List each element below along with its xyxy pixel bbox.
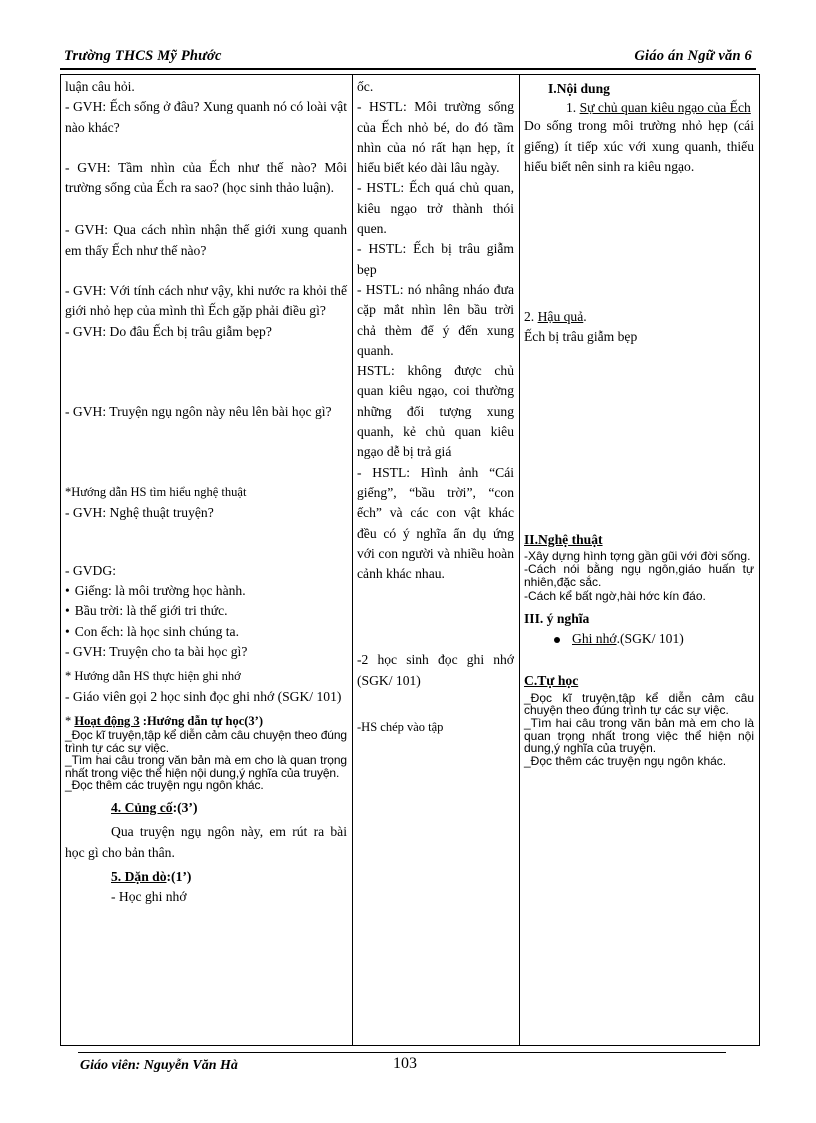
text-line: ốc. [357,79,374,94]
text-line: Qua truyện ngụ ngôn này, em rút ra bài học gì cho bản thân. [65,824,347,860]
list-item: • Bầu trời: là thế giới tri thức. [65,601,347,621]
subject-name: Giáo án Ngữ văn 6 [634,48,752,64]
text-line: -Cách kể bất ngờ,hài hớc kín đáo. [524,588,706,603]
list-item: • Con ếch: là học sinh chúng ta. [65,622,347,642]
bullet-icon [554,637,560,643]
guide-heading: * Hướng dẫn HS thực hiện ghi nhớ [65,669,241,684]
self-study-list [524,692,754,768]
page-number: 103 [393,1055,417,1072]
answer: -2 học sinh đọc ghi nhớ (SGK/ 101) [357,652,514,688]
question: - GVH: Ếch sống ở đâu? Xung quanh nó có loài vật nào khác? [65,99,347,135]
teacher-activity-column [61,75,353,1046]
text-line: - Học ghi nhớ [111,889,187,905]
answer: -HS chép vào tập [357,720,444,735]
note-line: Ghi nhớ.(SGK/ 101) [524,629,754,649]
student-activity-column [353,75,520,1046]
teacher-name: Giáo viên: Nguyễn Văn Hà [80,1058,238,1073]
self-study-text [65,729,347,792]
section-heading: I.Nội dung [548,81,610,96]
school-name: Trường THCS Mỹ Phước [64,48,222,64]
text-line: _Tìm hai câu trong văn bản mà em cho là quan trọng nhất trong việc thể hiện nội dung,ý nghĩa của truyện. [524,715,754,756]
question: - GVH: Do đâu Ếch bị trâu giẫm bẹp? [65,323,272,339]
guide-heading: *Hướng dẫn HS tìm hiểu nghệ thuật [65,485,247,500]
subsection-heading: 1. Sự chủ quan kiêu ngạo của Ếch [566,100,751,116]
section-heading: II.Nghệ thuật [524,531,603,547]
section-heading: 4. Củng cố:(3’) [111,799,198,815]
text-line: luận câu hỏi. [65,79,135,94]
question: - GVH: Với tính cách như vậy, khi nước ra khỏi thế giới nhỏ hẹp của mình thì Ếch gặp phải điều gì? [65,283,347,319]
text-line: Ếch bị trâu giẫm bẹp [524,329,638,345]
answer: - HSTL: Ếch bị trâu giẫm bẹp [357,241,514,277]
lesson-table [60,74,760,1046]
text-line: _Đọc kĩ truyện,tập kể diễn cảm câu chuyện theo đúng trình tự các sự việc. [65,727,347,755]
activity-heading: * Hoạt động 3 :Hướng dẫn tự học(3’) [65,713,263,728]
list-item: • Giếng: là môi trường học hành. [65,581,347,601]
question: - GVH: Truyện ngụ ngôn này nêu lên bài học gì? [65,403,332,419]
answer: - HSTL: nó nhâng nháo đưa cặp mắt nhìn lên bầu trời chả thèm để ý đến xung quanh. [357,281,514,358]
answer: - HSTL: Hình ảnh “Cái giếng”, “bầu trời”, “con ếch” và các con vật khác đều có ý nghĩa ẩn dụ ứng với con người và nhiều hoàn cảnh khác nhau. [357,464,514,582]
text-line: - Giáo viên gọi 2 học sinh đọc ghi nhớ (SGK/ 101) [65,688,342,704]
page-header [62,48,758,70]
section-heading: III. ý nghĩa [524,610,590,626]
section-heading: C.Tự học [524,673,579,689]
text-line: _Đọc thêm các truyện ngụ ngôn khác. [65,778,264,793]
text-line: _Tìm hai câu trong văn bản mà em cho là quan trọng nhất trong việc thể hiện nội dung,ý nghĩa của truyện. [65,753,347,780]
answer: HSTL: không được chủ quan kiêu ngạo, coi thường những đối tượng xung quanh, kẻ chủ quan kiêu ngạo dễ bị trả giá [357,363,514,460]
header-rule [60,68,756,70]
section-heading: 5. Dặn dò:(1’) [111,868,192,884]
question: - GVH: Qua cách nhìn nhận thế giới xung quanh em thấy Ếch như thế nào? [65,222,347,258]
question: - GVH: Tầm nhìn của Ếch như thế nào? Môi trường sống của Ếch ra sao? (học sinh thảo luận). [65,159,347,196]
subsection-heading: 2. Hậu quả. [524,309,587,325]
text-line: - GVDG: [65,562,116,578]
text-line: Do sống trong môi trường nhỏ hẹp (cái giếng) ít tiếp xúc với xung quanh, thiếu hiểu biết nên sinh ra kiêu ngạo. [524,118,754,174]
answer: - HSTL: Môi trường sống của Ếch nhỏ bé, do đó tầm nhìn của nó rất hạn hẹp, ít hiểu biết kéo dài lâu ngày. [357,99,514,176]
question: - GVH: Nghệ thuật truyện? [65,504,214,520]
text-line: _Đọc kĩ truyện,tập kể diễn cảm câu chuyện theo đúng trình tự các sự việc. [524,690,754,718]
text-line: _Đọc thêm các truyện ngụ ngôn khác. [524,753,727,768]
question: - GVH: Truyện cho ta bài học gì? [65,644,248,660]
art-list [524,550,754,603]
text-line: -Cách nói bằng ngụ ngôn,giáo huấn tự nhiên,đặc sắc. [524,562,754,590]
text-line: -Xây dựng hình tợng gần gũi với đời sống. [524,549,751,564]
footer-rule [78,1052,726,1053]
content-column [520,75,760,1046]
answer: - HSTL: Ếch quá chủ quan, kiêu ngạo trở thành thói quen. [357,180,514,237]
